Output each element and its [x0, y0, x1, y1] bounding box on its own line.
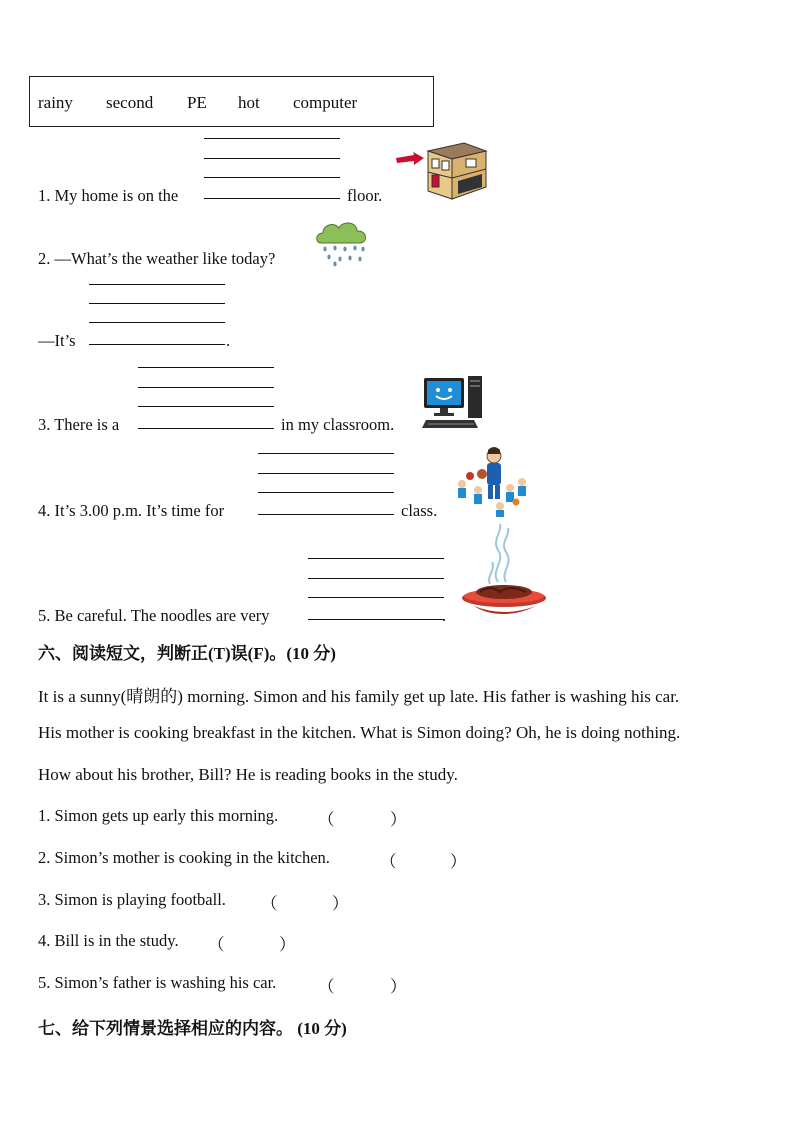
answer-paren-open: （ [318, 810, 335, 829]
section6-title: 六、阅读短文，判断正(T)误(F)。(10 分) [38, 644, 336, 663]
q1-text: 1. My home is on the [38, 186, 179, 205]
writing-line [258, 473, 394, 474]
statement-text: 2. Simon’s mother is cooking in the kitchen. [38, 848, 330, 867]
writing-line [89, 322, 225, 323]
passage-line: How about his brother, Bill? He is reading books in the study. [38, 765, 458, 784]
q5-blank[interactable] [308, 619, 444, 620]
writing-line [308, 558, 444, 559]
q4-blank[interactable] [258, 514, 394, 515]
answer-paren-close: ） [390, 977, 407, 996]
writing-line [204, 138, 340, 139]
q2-answer-text: —It’s [38, 331, 76, 350]
q1-text-after: floor. [347, 186, 383, 205]
arrow-icon [396, 152, 424, 168]
q3-text: 3. There is a [38, 415, 120, 434]
q1-blank[interactable] [204, 198, 340, 199]
q2-question: 2. —What’s the weather like today? [38, 249, 276, 268]
word-bank-item: second [106, 93, 154, 112]
statement-text: 5. Simon’s father is washing his car. [38, 973, 277, 992]
answer-paren-open: （ [318, 977, 335, 996]
house-icon [424, 141, 488, 201]
answer-paren-close: ） [332, 894, 349, 913]
computer-icon [422, 374, 484, 432]
answer-paren-close: ） [279, 935, 296, 954]
word-bank-box [29, 76, 434, 127]
answer-paren-open: （ [208, 935, 225, 954]
writing-line [308, 597, 444, 598]
writing-line [204, 158, 340, 159]
statement-text: 4. Bill is in the study. [38, 931, 179, 950]
word-bank-item: rainy [38, 93, 73, 112]
writing-line [308, 578, 444, 579]
writing-line [138, 406, 274, 407]
statement-text: 3. Simon is playing football. [38, 890, 226, 909]
q4-text: 4. It’s 3.00 p.m. It’s time for [38, 501, 225, 520]
passage-line: It is a sunny(晴朗的) morning. Simon and his family get up late. His father is washing his car. [38, 687, 680, 706]
answer-paren-open: （ [380, 852, 397, 871]
writing-line [138, 367, 274, 368]
word-bank-item: PE [187, 93, 207, 112]
q5-text: 5. Be careful. The noodles are very [38, 606, 270, 625]
writing-line [89, 284, 225, 285]
writing-line [258, 492, 394, 493]
writing-line [204, 177, 340, 178]
answer-paren-open: （ [261, 894, 278, 913]
pe-class-icon [452, 446, 530, 518]
passage-line: His mother is cooking breakfast in the kitchen. What is Simon doing? Oh, he is doing nothing. [38, 723, 681, 742]
answer-paren-close: ） [390, 810, 407, 829]
q5-text-after: . [442, 606, 447, 625]
hot-noodles-icon [460, 522, 550, 620]
section7-title: 七、给下列情景选择相应的内容。 (10 分) [38, 1019, 347, 1038]
q3-blank[interactable] [138, 428, 274, 429]
q4-text-after: class. [401, 501, 438, 520]
q2-blank[interactable] [89, 344, 225, 345]
writing-line [89, 303, 225, 304]
q3-text-after: in my classroom. [281, 415, 395, 434]
answer-paren-close: ） [450, 852, 467, 871]
statement-text: 1. Simon gets up early this morning. [38, 806, 279, 825]
writing-line [138, 387, 274, 388]
writing-line [258, 453, 394, 454]
word-bank-item: hot [238, 93, 260, 112]
rain-cloud-icon [315, 219, 369, 267]
word-bank-item: computer [293, 93, 358, 112]
q2-answer-after: . [226, 331, 231, 350]
